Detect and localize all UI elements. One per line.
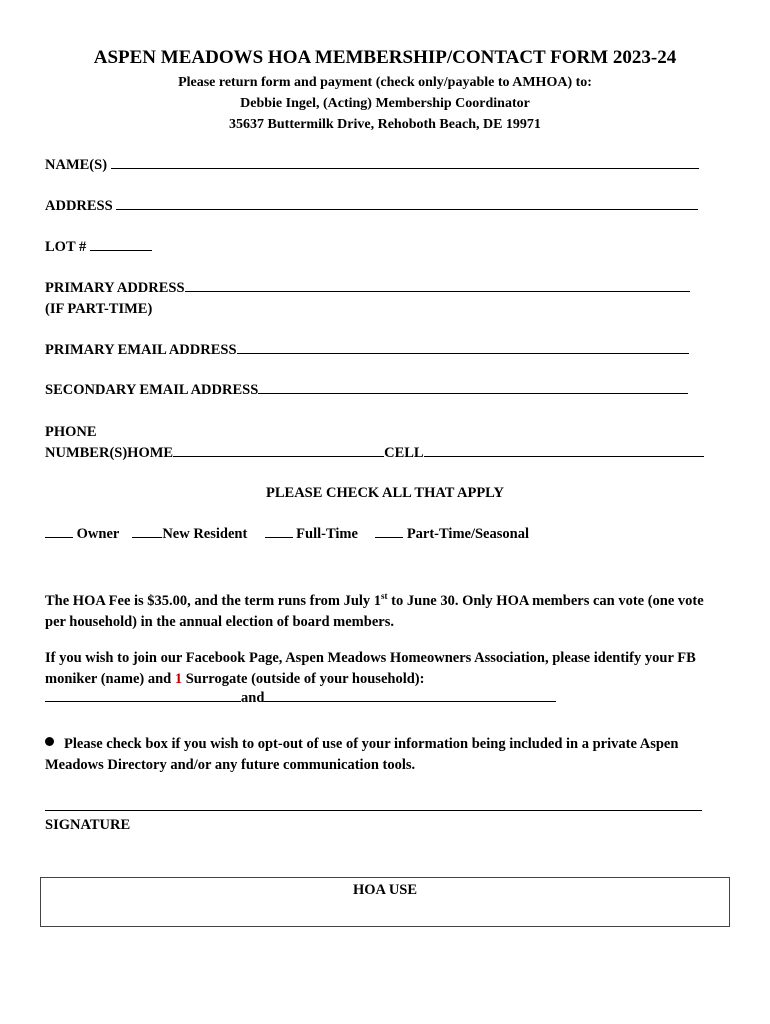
new-resident-label: New Resident [162,526,248,542]
primary-address-row [45,280,690,297]
lot-field-line[interactable] [90,249,152,251]
address-row [45,198,698,215]
part-time-seasonal-check-line[interactable] [375,536,403,538]
check-options-row [45,526,529,543]
fee-text-2: to June 30. Only HOA members can vote (one vote per household) in the annual election of board members. [45,592,704,630]
primary-address-field-line[interactable] [185,290,690,292]
phone-label: PHONE [45,424,97,440]
optout-checkbox[interactable] [45,737,54,746]
optout-text: Please check box if you wish to opt-out of use of your information being included in a private Aspen Meadows Directory and/or any future communication tools. [45,736,679,773]
names-label: NAME(S) [45,157,111,173]
signature-line[interactable] [45,810,702,811]
and-word: and [241,690,265,706]
facebook-fields-row [45,690,556,707]
primary-email-label: PRIMARY EMAIL ADDRESS [45,342,237,358]
phone-cell-label: CELL [384,445,424,461]
address-field-line[interactable] [116,208,698,210]
lot-label: LOT # [45,239,90,255]
signature-label: SIGNATURE [45,817,131,833]
secondary-email-row [45,382,688,399]
facebook-text-1: If you wish to join our Facebook Page, Aspen Meadows Homeowners Association, please identify your FB moniker (name) and [45,650,696,687]
fee-sup: st [381,591,388,601]
facebook-paragraph [45,648,715,690]
phone-home-label: NUMBER(S)HOME [45,445,174,461]
part-time-seasonal-label: Part-Time/Seasonal [406,526,529,542]
phone-row [45,445,704,462]
phone-home-field-line[interactable] [173,455,384,457]
optout-paragraph [45,734,715,776]
new-resident-check-line[interactable] [132,536,162,538]
page-title: ASPEN MEADOWS HOA MEMBERSHIP/CONTACT FORM 2023-24 [93,47,677,68]
fee-paragraph [45,586,715,633]
fb-surrogate-field-line[interactable] [264,700,556,702]
coordinator-address: 35637 Buttermilk Drive, Rehoboth Beach, DE 19971 [229,117,541,132]
fee-text-1: The HOA Fee is $35.00, and the term runs from July 1 [45,592,382,609]
primary-address-label: PRIMARY ADDRESS [45,280,185,296]
address-label: ADDRESS [45,198,117,214]
owner-check-line[interactable] [45,536,73,538]
secondary-email-field-line[interactable] [258,392,688,394]
phone-cell-field-line[interactable] [424,455,704,457]
check-heading: PLEASE CHECK ALL THAT APPLY [266,485,504,501]
full-time-label: Full-Time [296,526,358,542]
lot-row [45,239,152,256]
names-row [45,157,699,174]
facebook-text-2: Surrogate (outside of your household): [182,671,425,687]
secondary-email-label: SECONDARY EMAIL ADDRESS [45,382,259,398]
primary-email-field-line[interactable] [237,352,689,354]
part-time-note: (IF PART-TIME) [45,301,153,317]
full-time-check-line[interactable] [265,536,293,538]
fb-moniker-field-line[interactable] [45,700,241,702]
coordinator-name: Debbie Ingel, (Acting) Membership Coordinator [240,96,530,111]
hoa-use-label: HOA USE [352,882,418,898]
surrogate-count: 1 [174,671,183,687]
names-field-line[interactable] [111,167,699,169]
return-instructions: Please return form and payment (check only/payable to AMHOA) to: [178,75,592,90]
hoa-use-box [40,877,730,927]
owner-label: Owner [76,526,120,542]
primary-email-row [45,342,689,359]
